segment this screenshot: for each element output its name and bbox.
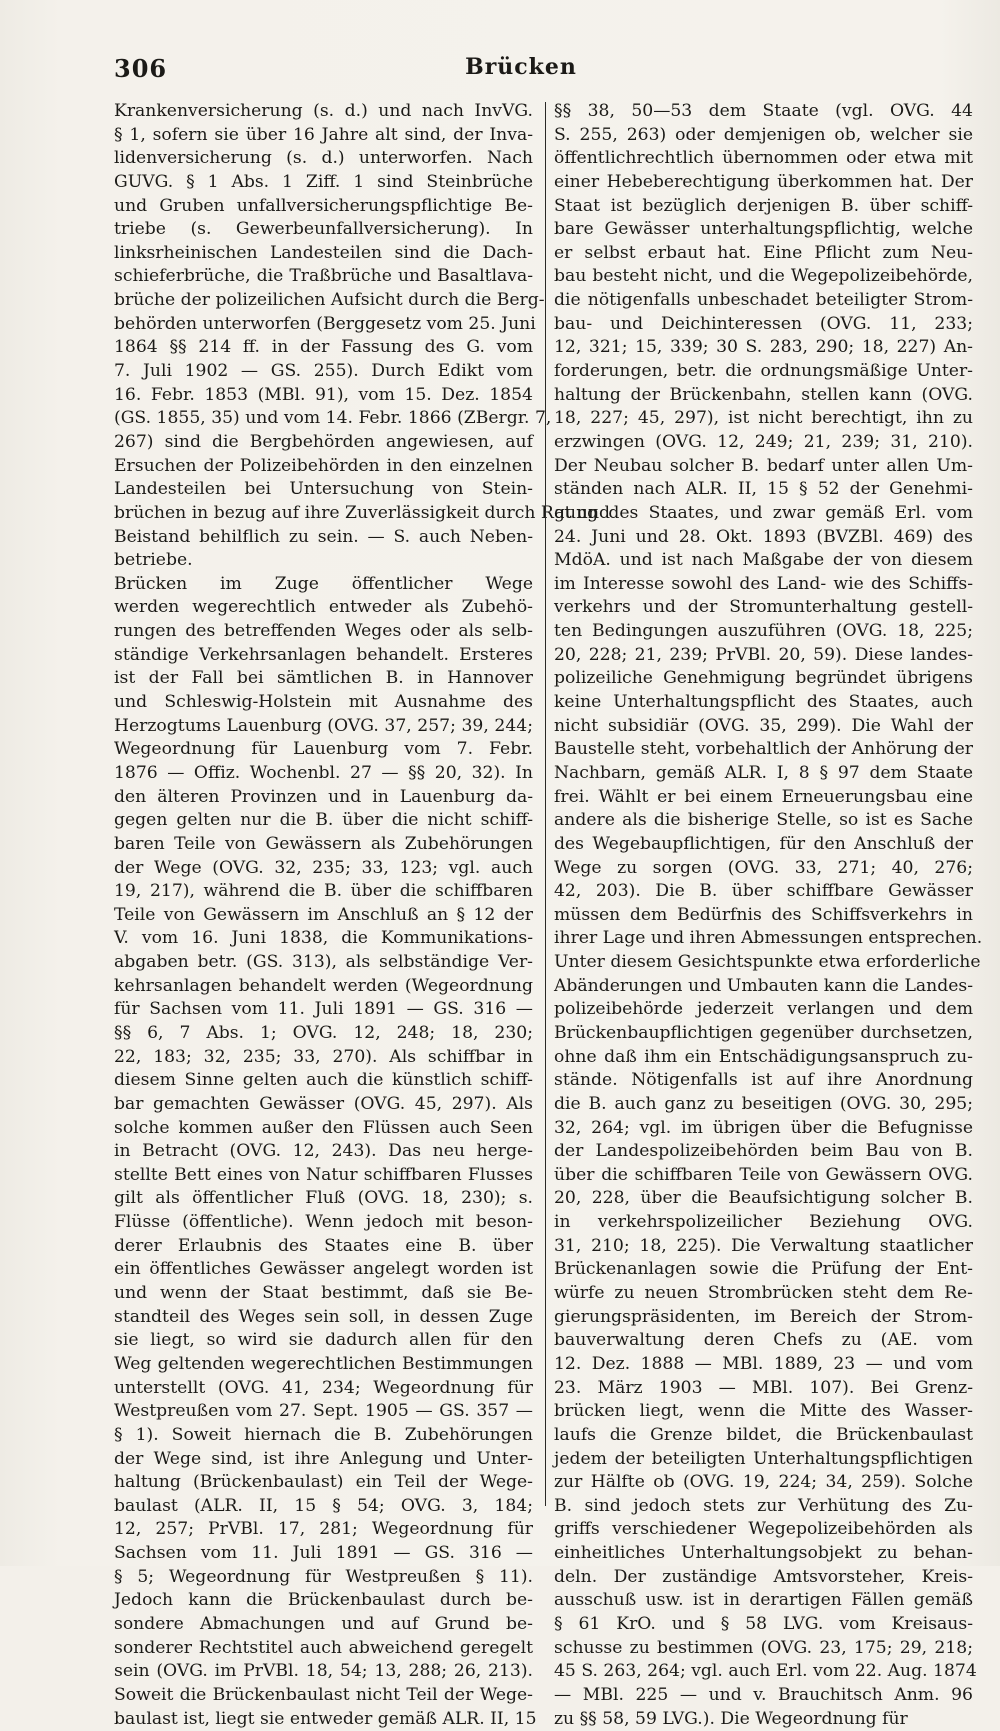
text-line: und Schleswig-Holstein mit Ausnahme des bbox=[114, 692, 533, 713]
text-line: ist der Fall bei sämtlichen B. in Hannover bbox=[114, 668, 533, 689]
page-number: 306 bbox=[114, 54, 168, 83]
text-line: Beistand behilflich zu sein. — S. auch Neben- bbox=[114, 526, 533, 547]
text-line: würfe zu neuen Strombrücken steht dem Re- bbox=[554, 1283, 973, 1304]
text-line: einer Hebeberechtigung überkommen hat. Der bbox=[554, 171, 973, 192]
text-line: ihrer Lage und ihren Abmessungen entsprechen. bbox=[554, 928, 983, 949]
text-line: Ersuchen der Polizeibehörden in den einzelnen bbox=[114, 455, 533, 476]
text-line: 18, 227; 45, 297), ist nicht berechtigt, ihn zu bbox=[554, 408, 973, 429]
text-line: polizeiliche Genehmigung begründet übrigens bbox=[554, 668, 973, 689]
left-column bbox=[114, 100, 611, 1731]
text-line: Brückenanlagen sowie die Prüfung der Ent- bbox=[554, 1259, 973, 1280]
text-line: erzwingen (OVG. 12, 249; 21, 239; 31, 210). bbox=[554, 431, 973, 452]
text-line: Abänderungen und Umbauten kann die Landes- bbox=[554, 975, 973, 996]
text-line: 20, 228; 21, 239; PrVBl. 20, 59). Diese landes- bbox=[554, 644, 973, 665]
text-line: bau- und Deichinteressen (OVG. 11, 233; bbox=[554, 313, 973, 334]
text-line: GUVG. § 1 Abs. 1 Ziff. 1 sind Steinbrüche bbox=[114, 171, 533, 192]
text-line: und wenn der Staat bestimmt, daß sie Be- bbox=[114, 1283, 533, 1304]
text-line: frei. Wählt er bei einem Erneuerungsbau eine bbox=[554, 786, 973, 807]
text-line: Sachsen vom 11. Juli 1891 — GS. 316 — bbox=[114, 1543, 533, 1564]
text-line: 32, 264; vgl. im übrigen über die Befugnisse bbox=[554, 1117, 973, 1138]
text-line: brüchen in bezug auf ihre Zuverlässigkeit durch Rat und bbox=[114, 502, 611, 523]
text-line: schusse zu bestimmen (OVG. 23, 175; 29, 218; bbox=[554, 1637, 973, 1658]
text-line: 1876 — Offiz. Wochenbl. 27 — §§ 20, 32). In bbox=[114, 762, 533, 783]
text-line: er selbst erbaut hat. Eine Pflicht zum Neu- bbox=[554, 242, 973, 263]
text-line: betriebe. bbox=[114, 550, 193, 571]
text-line: Wegeordnung für Lauenburg vom 7. Febr. bbox=[114, 739, 533, 760]
text-line: stände. Nötigenfalls ist auf ihre Anordnung bbox=[554, 1070, 973, 1091]
text-line: Krankenversicherung (s. d.) und nach InvVG. bbox=[114, 101, 533, 121]
text-line: müssen dem Bedürfnis des Schiffsverkehrs in bbox=[554, 904, 973, 925]
text-line: griffs verschiedener Wegepolizeibehörden als bbox=[554, 1519, 973, 1540]
text-line: V. vom 16. Juni 1838, die Kommunikations- bbox=[114, 928, 533, 949]
text-line: ausschuß usw. ist in derartigen Fällen gemäß bbox=[554, 1590, 973, 1611]
text-line: jedem der beteiligten Unterhaltungspflichtigen bbox=[554, 1448, 973, 1469]
text-line: 45 S. 263, 264; vgl. auch Erl. vom 22. Aug. 1874 bbox=[554, 1661, 977, 1682]
text-line: MdöA. und ist nach Maßgabe der von diesem bbox=[554, 550, 973, 571]
text-line: andere als die bisherige Stelle, so ist es Sache bbox=[554, 810, 973, 831]
column-divider bbox=[545, 102, 546, 1506]
text-line: laufs die Grenze bildet, die Brückenbaulast bbox=[554, 1424, 973, 1445]
text-line: Der Neubau solcher B. bedarf unter allen Um- bbox=[554, 455, 973, 476]
text-line: Brückenbaupflichtigen gegenüber durchsetzen, bbox=[554, 1022, 973, 1043]
text-line: 20, 228, über die Beaufsichtigung solcher B. bbox=[554, 1188, 973, 1209]
text-line: baulast (ALR. II, 15 § 54; OVG. 3, 184; bbox=[114, 1495, 533, 1516]
text-line: in Betracht (OVG. 12, 243). Das neu herge- bbox=[114, 1141, 533, 1162]
text-line: für Sachsen vom 11. Juli 1891 — GS. 316 — bbox=[114, 999, 533, 1020]
text-line: 12, 257; PrVBl. 17, 281; Wegeordnung für bbox=[114, 1519, 533, 1540]
text-line: ständige Verkehrsanlagen behandelt. Ersteres bbox=[114, 644, 533, 665]
text-line: §§ 38, 50—53 dem Staate (vgl. OVG. 44 bbox=[554, 101, 973, 121]
text-line: 12. Dez. 1888 — MBl. 1889, 23 — und vom bbox=[554, 1353, 973, 1374]
text-line: 31, 210; 18, 225). Die Verwaltung staatlicher bbox=[554, 1235, 973, 1256]
text-line: ständen nach ALR. II, 15 § 52 der Genehmi- bbox=[554, 479, 973, 500]
text-line: gierungspräsidenten, im Bereich der Strom- bbox=[554, 1306, 973, 1327]
text-line: gung des Staates, und zwar gemäß Erl. vom bbox=[554, 502, 973, 523]
text-line: diesem Sinne gelten auch die künstlich schiff- bbox=[114, 1070, 533, 1091]
text-line: der Wege sind, ist ihre Anlegung und Unter- bbox=[114, 1448, 533, 1469]
text-line: Westpreußen vom 27. Sept. 1905 — GS. 357 — bbox=[114, 1401, 533, 1422]
text-line: keine Unterhaltungspflicht des Staates, auch bbox=[554, 692, 973, 713]
text-line: kehrsanlagen behandelt werden (Wegeordnung bbox=[114, 975, 533, 996]
text-line: 23. März 1903 — MBl. 107). Bei Grenz- bbox=[554, 1377, 973, 1398]
text-line: bau besteht nicht, und die Wegepolizeibehörde, bbox=[554, 266, 973, 287]
text-line: rungen des betreffenden Weges oder als selb- bbox=[114, 621, 533, 642]
text-line: 267) sind die Bergbehörden angewiesen, auf bbox=[114, 431, 533, 452]
text-line: 42, 203). Die B. über schiffbare Gewässer bbox=[554, 881, 973, 902]
text-line: derer Erlaubnis des Staates eine B. über bbox=[114, 1235, 533, 1256]
text-line: brücken liegt, wenn die Mitte des Wasser- bbox=[554, 1401, 973, 1422]
text-line: solche kommen außer den Flüssen auch Seen bbox=[114, 1117, 533, 1138]
text-line: § 1). Soweit hiernach die B. Zubehörungen bbox=[114, 1424, 533, 1445]
text-line: Unter diesem Gesichtspunkte etwa erforderliche bbox=[554, 952, 981, 973]
text-line: — MBl. 225 — und v. Brauchitsch Anm. 96 bbox=[554, 1684, 973, 1705]
text-line: baulast ist, liegt sie entweder gemäß ALR. II, 15 bbox=[114, 1708, 537, 1729]
text-line: Flüsse (öffentliche). Wenn jedoch mit beson- bbox=[114, 1212, 533, 1233]
text-line: Staat ist bezüglich derjenigen B. über schiff- bbox=[554, 195, 973, 216]
text-line: deln. Der zuständige Amtsvorsteher, Kreis- bbox=[554, 1566, 973, 1587]
text-line: abgaben betr. (GS. 313), als selbständige Ver- bbox=[114, 952, 533, 973]
text-line: 12, 321; 15, 339; 30 S. 283, 290; 18, 227) An- bbox=[554, 337, 973, 358]
text-line: § 1, sofern sie über 16 Jahre alt sind, der Inva- bbox=[114, 124, 533, 145]
text-line: lidenversicherung (s. d.) unterworfen. Nach bbox=[114, 148, 533, 169]
text-line: haltung (Brückenbaulast) ein Teil der Wege- bbox=[114, 1472, 533, 1493]
text-columns bbox=[114, 100, 983, 1729]
text-line: verkehrs und der Stromunterhaltung gestell- bbox=[554, 597, 973, 618]
text-line: (GS. 1855, 35) und vom 14. Febr. 1866 (ZBergr. 7, bbox=[114, 408, 552, 429]
text-line: 7. Juli 1902 — GS. 255). Durch Edikt vom bbox=[114, 361, 533, 382]
text-line: den älteren Provinzen und in Lauenburg da- bbox=[114, 786, 533, 807]
text-line: gilt als öffentlicher Fluß (OVG. 18, 230); s. bbox=[114, 1188, 533, 1209]
text-line: 16. Febr. 1853 (MBl. 91), vom 15. Dez. 1854 bbox=[114, 384, 533, 405]
text-line: polizeibehörde jederzeit verlangen und dem bbox=[554, 999, 973, 1020]
text-line: § 61 KrO. und § 58 LVG. vom Kreisaus- bbox=[554, 1614, 973, 1634]
text-line: B. sind jedoch stets zur Verhütung des Zu- bbox=[554, 1495, 973, 1516]
text-line: sonderer Rechtstitel auch abweichend geregelt bbox=[114, 1637, 533, 1658]
text-line: werden wegerechtlich entweder als Zubehö- bbox=[114, 597, 533, 618]
text-line: stellte Bett eines von Natur schiffbaren Flusses bbox=[114, 1164, 533, 1185]
text-line: sein (OVG. im PrVBl. 18, 54; 13, 288; 26, 213). bbox=[114, 1661, 533, 1682]
text-line: S. 255, 263) oder demjenigen ob, welcher sie bbox=[554, 124, 973, 145]
text-line: ein öffentliches Gewässer angelegt worden ist bbox=[114, 1259, 533, 1280]
text-line: zur Hälfte ob (OVG. 19, 224; 34, 259). Solche bbox=[554, 1472, 973, 1493]
text-line: zu §§ 58, 59 LVG.). Die Wegeordnung für bbox=[554, 1708, 908, 1729]
text-line: brüche der polizeilichen Aufsicht durch die Berg- bbox=[114, 290, 545, 311]
text-line: Landesteilen bei Untersuchung von Stein- bbox=[114, 479, 533, 500]
text-line: Herzogtums Lauenburg (OVG. 37, 257; 39, 244; bbox=[114, 715, 533, 736]
text-line: linksrheinischen Landesteilen sind die Dach- bbox=[114, 242, 533, 263]
text-line: 1864 §§ 214 ff. in der Fassung des G. vom bbox=[114, 337, 533, 358]
text-line: bare Gewässer unterhaltungspflichtig, welche bbox=[554, 219, 973, 240]
text-line: Baustelle steht, vorbehaltlich der Anhörung der bbox=[554, 739, 973, 760]
text-line: und Gruben unfallversicherungspflichtige Be- bbox=[114, 195, 533, 216]
text-line: in verkehrspolizeilicher Beziehung OVG. bbox=[554, 1212, 973, 1233]
running-head: Brücken bbox=[465, 54, 577, 80]
text-line: der Wege (OVG. 32, 235; 33, 123; vgl. auch bbox=[114, 857, 533, 878]
text-line: die nötigenfalls unbeschadet beteiligter Strom- bbox=[554, 290, 973, 311]
text-line: behörden unterworfen (Berggesetz vom 25. Juni bbox=[114, 313, 536, 334]
text-line: schieferbrüche, die Traßbrüche und Basaltlava- bbox=[114, 266, 533, 287]
text-line: des Wegebaupflichtigen, für den Anschluß der bbox=[554, 833, 973, 854]
text-line: §§ 6, 7 Abs. 1; OVG. 12, 248; 18, 230; bbox=[114, 1022, 533, 1043]
text-line: Jedoch kann die Brückenbaulast durch be- bbox=[114, 1590, 533, 1611]
page-header bbox=[110, 52, 932, 86]
text-line: ten Bedingungen auszuführen (OVG. 18, 225; bbox=[554, 621, 973, 642]
text-line: ohne daß ihm ein Entschädigungsanspruch zu- bbox=[554, 1046, 973, 1067]
text-line: bauverwaltung deren Chefs zu (AE. vom bbox=[554, 1330, 973, 1351]
text-line: der Landespolizeibehörden beim Bau von B. bbox=[554, 1141, 973, 1162]
text-line: 24. Juni und 28. Okt. 1893 (BVZBl. 469) des bbox=[554, 526, 973, 547]
text-line: baren Teile von Gewässern als Zubehörungen bbox=[114, 833, 533, 854]
text-line: nicht subsidiär (OVG. 35, 299). Die Wahl der bbox=[554, 715, 973, 736]
text-line: im Interesse sowohl des Land- wie des Schiffs- bbox=[554, 573, 973, 594]
text-line: Teile von Gewässern im Anschluß an § 12 der bbox=[114, 904, 533, 925]
right-column bbox=[554, 100, 983, 1731]
text-line: 19, 217), während die B. über die schiffbaren bbox=[114, 881, 533, 902]
text-line: einheitliches Unterhaltungsobjekt zu behan- bbox=[554, 1543, 973, 1564]
text-line: unterstellt (OVG. 41, 234; Wegeordnung für bbox=[114, 1377, 533, 1398]
text-line: § 5; Wegeordnung für Westpreußen § 11). bbox=[114, 1566, 533, 1587]
text-line: sondere Abmachungen und auf Grund be- bbox=[114, 1614, 533, 1634]
text-line: Brücken im Zuge öffentlicher Wege bbox=[114, 573, 533, 594]
text-line: die B. auch ganz zu beseitigen (OVG. 30, 295; bbox=[554, 1093, 973, 1114]
text-line: über die schiffbaren Teile von Gewässern OVG. bbox=[554, 1164, 973, 1185]
text-line: triebe (s. Gewerbeunfallversicherung). In bbox=[114, 219, 533, 240]
text-line: öffentlichrechtlich übernommen oder etwa mit bbox=[554, 148, 973, 169]
text-line: Weg geltenden wegerechtlichen Bestimmungen bbox=[114, 1353, 533, 1374]
text-line: bar gemachten Gewässer (OVG. 45, 297). Als bbox=[114, 1093, 533, 1114]
text-line: gegen gelten nur die B. über die nicht schiff- bbox=[114, 810, 533, 831]
text-line: standteil des Weges sein soll, in dessen Zuge bbox=[114, 1306, 533, 1327]
text-line: 22, 183; 32, 235; 33, 270). Als schiffbar in bbox=[114, 1046, 533, 1067]
text-line: Nachbarn, gemäß ALR. I, 8 § 97 dem Staate bbox=[554, 762, 973, 783]
text-line: haltung der Brückenbahn, stellen kann (OVG. bbox=[554, 384, 973, 405]
text-line: Soweit die Brückenbaulast nicht Teil der Wege- bbox=[114, 1684, 533, 1705]
text-line: forderungen, betr. die ordnungsmäßige Unter- bbox=[554, 361, 973, 382]
text-line: sie liegt, so wird sie dadurch allen für den bbox=[114, 1330, 533, 1351]
text-line: Wege zu sorgen (OVG. 33, 271; 40, 276; bbox=[554, 857, 973, 878]
